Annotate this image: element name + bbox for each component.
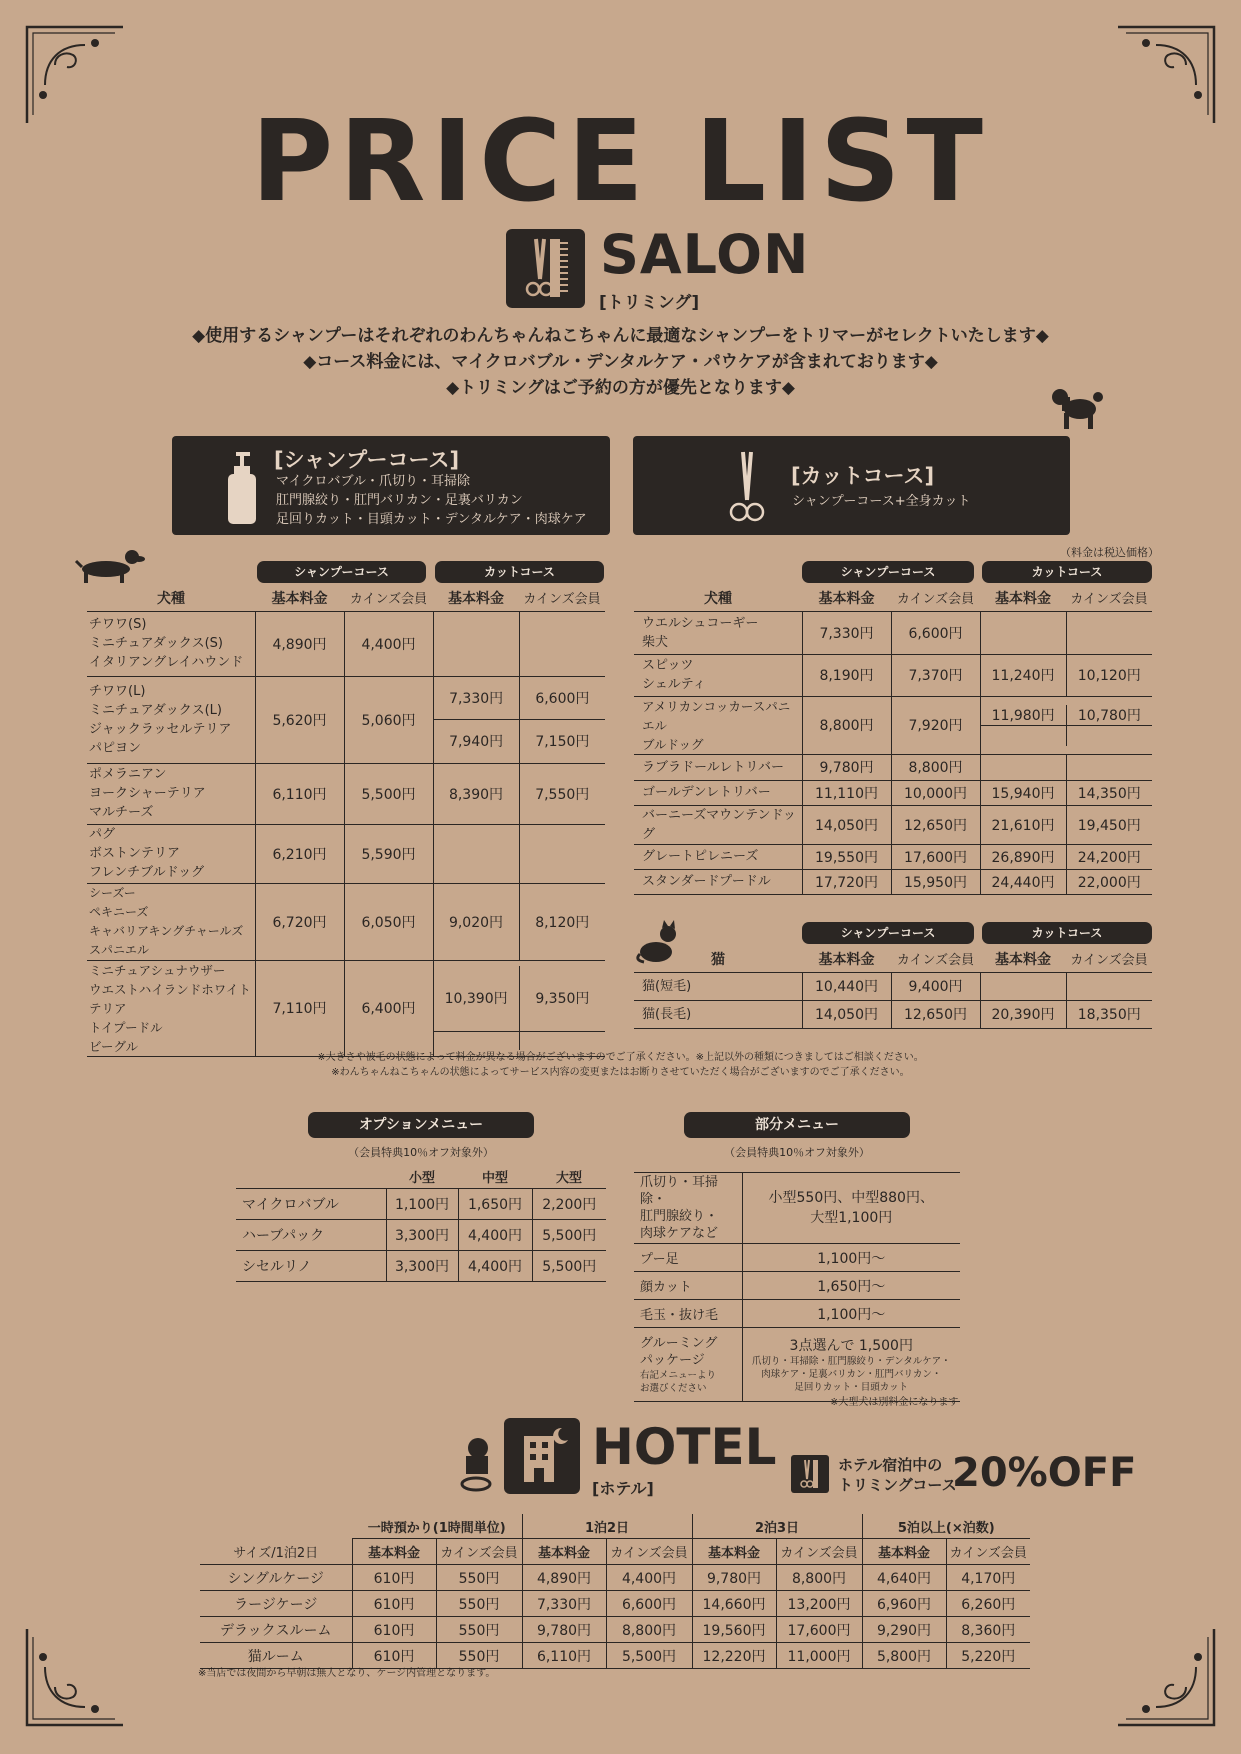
table-row (634, 1328, 960, 1402)
price-cell: 8,190円 (802, 654, 891, 696)
price-cell (1066, 972, 1152, 1000)
table-row (634, 1272, 960, 1300)
breed-header: 犬種 (87, 585, 255, 611)
table-row (200, 1617, 1030, 1643)
price-cell: 12,650円 (891, 1000, 980, 1028)
salon-heading: SALON (600, 223, 810, 286)
member-price-header: カインズ会員 (946, 1539, 1030, 1565)
price-cell: 7,330円 (802, 611, 891, 654)
price-cell: 13,200円 (776, 1591, 862, 1617)
price-cell: 6,600円 (606, 1591, 692, 1617)
price-cell: 14,660円 (692, 1591, 776, 1617)
hotel-heading: HOTEL (592, 1418, 777, 1476)
price-cell: 24,200円 (1066, 844, 1152, 869)
note-line: ◆使用するシャンプーはそれぞれのわんちゃんねこちゃんに最適なシャンプーをトリマーがセレクトいたします◆ (192, 326, 1049, 346)
price-cell: 7,330円 (522, 1591, 606, 1617)
price-cell: 15,940円 (980, 780, 1066, 805)
price-cell: 7,110円 (255, 960, 344, 1056)
shampoo-bottle-icon (220, 450, 260, 526)
note-line: ◆コース料金には、マイクロバブル・デンタルケア・パウケアが含まれております◆ (303, 352, 938, 372)
shampoo-course-title: [シャンプーコース] (274, 448, 460, 472)
price-cell: 5,500円 (344, 763, 433, 824)
price-cell: 19,550円 (802, 844, 891, 869)
table-row (634, 1244, 960, 1272)
shampoo-course-pill: シャンプーコース (257, 561, 426, 583)
hotel-building-icon (504, 1418, 580, 1494)
price-cell (980, 611, 1066, 654)
table-row (634, 611, 1152, 654)
option-name: ハーブパック (236, 1220, 386, 1251)
price-cell: 10,000円 (891, 780, 980, 805)
price-cell: 1,100円 (386, 1189, 458, 1220)
grooming-package-name: グルーミング パッケージ 右記メニューより お選びください (634, 1328, 742, 1402)
price-cell: 18,350円 (1066, 1000, 1152, 1028)
price-cell: 550円 (436, 1643, 522, 1669)
member-price-header: カインズ会員 (891, 946, 980, 972)
option-name: マイクロバブル (236, 1189, 386, 1220)
price-cell: 5,620円 (255, 676, 344, 763)
hotel-subheading: [ホテル] (592, 1479, 654, 1498)
table-row (634, 696, 1152, 754)
partial-menu-table (634, 1172, 960, 1402)
dachshund-icon (76, 543, 146, 587)
price-cell: 8,800円 (891, 754, 980, 780)
base-price-header: 基本料金 (980, 946, 1066, 972)
price-cell: 4,400円 (458, 1251, 532, 1282)
base-price-header: 基本料金 (352, 1539, 436, 1565)
table-row (87, 676, 605, 763)
salon-subheading: [トリミング] (599, 293, 700, 313)
price-cell: 5,060円 (344, 676, 433, 763)
desc-line: 足回りカット・目頭カット・デンタルケア・肉球ケア (276, 512, 587, 527)
partial-price: 1,100円～ (742, 1244, 960, 1272)
desc-line: 肛門腺絞り・肛門バリカン・足裏バリカン (276, 493, 523, 508)
price-cell: 2,200円 (532, 1189, 606, 1220)
price-cell: 15,950円 (891, 869, 980, 894)
room-type: シングルケージ (200, 1565, 352, 1591)
base-price-header: 基本料金 (862, 1539, 946, 1565)
corner-ornament-top-right-icon (1116, 25, 1216, 125)
price-cell (519, 611, 605, 676)
footnote: ※わんちゃんねこちゃんの状態によってサービス内容の変更またはお断りさせていただく場合がございますのでご了承ください。 (331, 1067, 910, 1078)
table-row (87, 824, 605, 883)
price-cell: 610円 (352, 1643, 436, 1669)
table-row (87, 763, 605, 824)
price-cell (1066, 726, 1152, 746)
price-cell: 550円 (436, 1591, 522, 1617)
room-type: ラージケージ (200, 1591, 352, 1617)
price-cell: 1,650円 (458, 1189, 532, 1220)
table-row (634, 805, 1152, 844)
member-price-header: カインズ会員 (344, 585, 433, 611)
price-cell: 4,400円 (344, 611, 433, 676)
price-cell: 6,600円 (891, 611, 980, 654)
price-cell: 14,050円 (802, 1000, 891, 1028)
price-cell: 10,780円 (1066, 705, 1152, 726)
table-row (236, 1189, 606, 1220)
price-cell: 550円 (436, 1565, 522, 1591)
base-price-header: 基本料金 (522, 1539, 606, 1565)
breed-header: 犬種 (634, 585, 802, 611)
table-row (236, 1251, 606, 1282)
grooming-package-price: 3点選んで 1,500円 爪切り・耳掃除・肛門腺絞り・デンタルケア・ 肉球ケア・足裏バリカン・肛門バリカン・ 足回りカット・目頭カット (742, 1328, 960, 1402)
member-price-header: カインズ会員 (1066, 946, 1152, 972)
price-cell: 11,980円 (981, 705, 1067, 726)
price-cell: 17,720円 (802, 869, 891, 894)
cut-course-title: [カットコース] (791, 464, 935, 488)
breed-names: スピッツ シェルティ (634, 654, 802, 696)
partial-name: 爪切り・耳掃除・ 肛門腺絞り・ 肉球ケアなど (634, 1173, 742, 1244)
price-cell: 7,550円 (519, 763, 605, 824)
partial-price: 小型550円、中型880円、 大型1,100円 (742, 1173, 960, 1244)
size-label: サイズ/1泊2日 (200, 1539, 352, 1565)
price-cell: 6,050円 (344, 883, 433, 960)
price-cell: 5,500円 (532, 1220, 606, 1251)
price-cell: 9,290円 (862, 1617, 946, 1643)
dog-price-table-right (634, 585, 1152, 895)
shampoo-course-pill: シャンプーコース (802, 561, 974, 583)
price-cell: 11,000円 (776, 1643, 862, 1669)
shampoo-course-pill: シャンプーコース (802, 922, 974, 944)
shampoo-course-desc (276, 472, 587, 529)
breed-names: ミニチュアシュナウザー ウエストハイランドホワイトテリア トイプードル ビーグル (87, 960, 255, 1056)
price-cell: 550円 (436, 1617, 522, 1643)
partial-price: 1,650円～ (742, 1272, 960, 1300)
price-cell: 20,390円 (980, 1000, 1066, 1028)
table-row (87, 883, 605, 960)
price-cell: 6,110円 (522, 1643, 606, 1669)
cut-course-pill: カットコース (435, 561, 604, 583)
breed-names: ラブラドールレトリバー (634, 754, 802, 780)
price-cell: 8,800円 (776, 1565, 862, 1591)
breed-names: バーニーズマウンテンドッグ (634, 805, 802, 844)
room-type: 猫ルーム (200, 1643, 352, 1669)
price-cell: 6,260円 (946, 1591, 1030, 1617)
price-cell: 17,600円 (891, 844, 980, 869)
price-cell: 26,890円 (980, 844, 1066, 869)
price-cell: 7,370円 (891, 654, 980, 696)
price-cell: 9,780円 (692, 1565, 776, 1591)
price-cell (519, 824, 605, 883)
price-cell: 5,500円 (606, 1643, 692, 1669)
scissors-comb-icon (506, 229, 585, 308)
table-row (87, 611, 605, 676)
breed-names: パグ ボストンテリア フレンチブルドッグ (87, 824, 255, 883)
price-cell: 22,000円 (1066, 869, 1152, 894)
table-row (200, 1591, 1030, 1617)
base-price-header: 基本料金 (433, 585, 519, 611)
breed-names: グレートピレニーズ (634, 844, 802, 869)
stay-group-header: 2泊3日 (692, 1514, 862, 1539)
price-cell: 14,350円 (1066, 780, 1152, 805)
table-row (634, 869, 1152, 894)
member-price-header: カインズ会員 (776, 1539, 862, 1565)
price-cell (981, 726, 1067, 746)
table-row (634, 1173, 960, 1244)
price-cell: 10,120円 (1066, 654, 1152, 696)
table-row (634, 972, 1152, 1000)
price-cell: 9,400円 (891, 972, 980, 1000)
option-menu-note: （会員特典10％オフ対象外） (348, 1146, 494, 1159)
dog-price-table-left (87, 585, 605, 1057)
corner-ornament-top-left-icon (25, 25, 125, 125)
price-cell: 5,500円 (532, 1251, 606, 1282)
breed-names: ウエルシュコーギー 柴犬 (634, 611, 802, 654)
breed-names: チワワ(S) ミニチュアダックス(S) イタリアングレイハウンド (87, 611, 255, 676)
partial-menu-footnote: ※大型犬は別料金になります (830, 1397, 959, 1408)
cut-split-cell (980, 696, 1152, 754)
breed-names: シーズー ペキニーズ キャバリアキングチャールズスパニエル (87, 883, 255, 960)
price-cell: 9,020円 (433, 883, 519, 960)
price-cell: 8,390円 (433, 763, 519, 824)
cut-course-box (633, 436, 1070, 535)
hotel-price-table (200, 1514, 1030, 1669)
price-cell: 4,640円 (862, 1565, 946, 1591)
price-cell: 6,210円 (255, 824, 344, 883)
tax-note: （料金は税込価格） (1060, 546, 1159, 559)
price-cell: 5,800円 (862, 1643, 946, 1669)
price-cell: 17,600円 (776, 1617, 862, 1643)
price-cell: 4,400円 (606, 1565, 692, 1591)
option-menu-pill: オプションメニュー (308, 1112, 534, 1138)
size-header: 大型 (532, 1164, 606, 1189)
price-cell: 9,780円 (522, 1617, 606, 1643)
size-header: 小型 (386, 1164, 458, 1189)
dog-bowl-icon (456, 1436, 496, 1492)
price-cell: 7,940円 (449, 734, 504, 751)
price-cell: 10,440円 (802, 972, 891, 1000)
price-cell: 4,890円 (255, 611, 344, 676)
table-row (634, 844, 1152, 869)
footnote: ※大きさや被毛の状態によって料金が異なる場合がございますのでご了承ください。※上記以外の種類につきましてはご相談ください。 (317, 1052, 924, 1063)
cut-split-cell (433, 676, 605, 763)
shampoo-course-box (172, 436, 610, 535)
price-cell (1066, 611, 1152, 654)
member-price-header: カインズ会員 (1066, 585, 1152, 611)
price-cell: 3,300円 (386, 1220, 458, 1251)
price-cell: 24,440円 (980, 869, 1066, 894)
table-row (634, 654, 1152, 696)
price-cell: 610円 (352, 1617, 436, 1643)
price-cell: 9,350円 (519, 966, 605, 1031)
table-row (634, 1000, 1152, 1028)
stay-group-header: 一時預かり(1時間単位) (352, 1514, 522, 1539)
room-type: デラックスルーム (200, 1617, 352, 1643)
price-cell: 21,610円 (980, 805, 1066, 844)
size-header: 中型 (458, 1164, 532, 1189)
cat-header: 猫 (634, 946, 802, 972)
price-cell: 8,120円 (519, 883, 605, 960)
poodle-icon (1050, 383, 1106, 431)
base-price-header: 基本料金 (802, 946, 891, 972)
price-cell: 4,400円 (458, 1220, 532, 1251)
member-price-header: カインズ会員 (436, 1539, 522, 1565)
price-cell: 19,450円 (1066, 805, 1152, 844)
price-cell: 7,330円 (434, 677, 520, 720)
price-cell: 7,150円 (519, 720, 605, 763)
table-row (200, 1565, 1030, 1591)
member-price-header: カインズ会員 (606, 1539, 692, 1565)
price-cell: 4,170円 (946, 1565, 1030, 1591)
hotel-promo-discount: 20%OFF (952, 1450, 1137, 1496)
price-cell (980, 972, 1066, 1000)
price-cell (433, 824, 519, 883)
price-cell: 19,560円 (692, 1617, 776, 1643)
table-row (87, 960, 605, 1056)
price-cell (1066, 754, 1152, 780)
base-price-header: 基本料金 (692, 1539, 776, 1565)
cat-price-table (634, 946, 1152, 1029)
breed-names: スタンダードプードル (634, 869, 802, 894)
cut-split-cell (433, 960, 605, 1056)
page-title (251, 95, 989, 227)
corner-ornament-bottom-left-icon (25, 1627, 125, 1727)
base-price-header: 基本料金 (255, 585, 344, 611)
cut-course-desc: シャンプーコース+全身カット (792, 494, 971, 509)
price-cell: 10,390円 (434, 966, 520, 1031)
cut-course-pill: カットコース (982, 561, 1152, 583)
price-cell: 6,960円 (862, 1591, 946, 1617)
table-row (634, 1300, 960, 1328)
member-price-header: カインズ会員 (519, 585, 605, 611)
price-cell: 12,220円 (692, 1643, 776, 1669)
partial-price: 1,100円～ (742, 1300, 960, 1328)
price-cell: 610円 (352, 1591, 436, 1617)
note-line: ◆トリミングはご予約の方が優先となります◆ (446, 378, 795, 398)
breed-names: ポメラニアン ヨークシャーテリア マルチーズ (87, 763, 255, 824)
option-name: シセルリノ (236, 1251, 386, 1282)
partial-menu-note: （会員特典10％オフ対象外） (724, 1146, 870, 1159)
table-row (634, 754, 1152, 780)
cat-type: 猫(短毛) (634, 972, 802, 1000)
desc-line: マイクロバブル・爪切り・耳掃除 (276, 474, 470, 489)
price-cell: 6,600円 (519, 677, 605, 720)
breed-names: チワワ(L) ミニチュアダックス(L) ジャックラッセルテリア パピヨン (87, 676, 255, 763)
price-cell: 3,300円 (386, 1251, 458, 1282)
price-cell (980, 754, 1066, 780)
trimming-icon (791, 1455, 829, 1493)
partial-menu-pill: 部分メニュー (684, 1112, 910, 1138)
price-cell: 4,890円 (522, 1565, 606, 1591)
breed-names: アメリカンコッカースパニエル ブルドッグ (634, 696, 802, 754)
table-row (634, 780, 1152, 805)
scissors-icon (729, 450, 765, 526)
price-cell: 6,400円 (344, 960, 433, 1056)
price-cell: 11,110円 (802, 780, 891, 805)
price-cell: 11,240円 (980, 654, 1066, 696)
stay-group-header: 5泊以上(×泊数) (862, 1514, 1030, 1539)
price-cell: 610円 (352, 1565, 436, 1591)
price-cell (433, 611, 519, 676)
price-cell: 14,050円 (802, 805, 891, 844)
base-price-header: 基本料金 (980, 585, 1066, 611)
option-menu-table (236, 1164, 606, 1282)
page-title-text: PRICE LIST (251, 97, 989, 227)
price-cell: 8,360円 (946, 1617, 1030, 1643)
price-cell: 8,800円 (802, 696, 891, 754)
hotel-promo-text: ホテル宿泊中の トリミングコース (838, 1456, 957, 1494)
price-cell: 12,650円 (891, 805, 980, 844)
price-cell: 6,720円 (255, 883, 344, 960)
partial-name: 毛玉・抜け毛 (634, 1300, 742, 1328)
table-row (236, 1220, 606, 1251)
member-price-header: カインズ会員 (891, 585, 980, 611)
price-cell: 5,220円 (946, 1643, 1030, 1669)
price-cell: 8,800円 (606, 1617, 692, 1643)
corner-ornament-bottom-right-icon (1116, 1627, 1216, 1727)
partial-name: 顔カット (634, 1272, 742, 1300)
price-cell: 5,590円 (344, 824, 433, 883)
breed-names: ゴールデンレトリバー (634, 780, 802, 805)
price-cell: 9,780円 (802, 754, 891, 780)
stay-group-header: 1泊2日 (522, 1514, 692, 1539)
hotel-footnote: ※当店では夜間から早朝は無人となり、ケージ内管理となります。 (198, 1668, 496, 1679)
cut-course-pill: カットコース (982, 922, 1152, 944)
price-cell: 6,110円 (255, 763, 344, 824)
base-price-header: 基本料金 (802, 585, 891, 611)
partial-name: プー足 (634, 1244, 742, 1272)
price-cell: 7,920円 (891, 696, 980, 754)
cat-type: 猫(長毛) (634, 1000, 802, 1028)
